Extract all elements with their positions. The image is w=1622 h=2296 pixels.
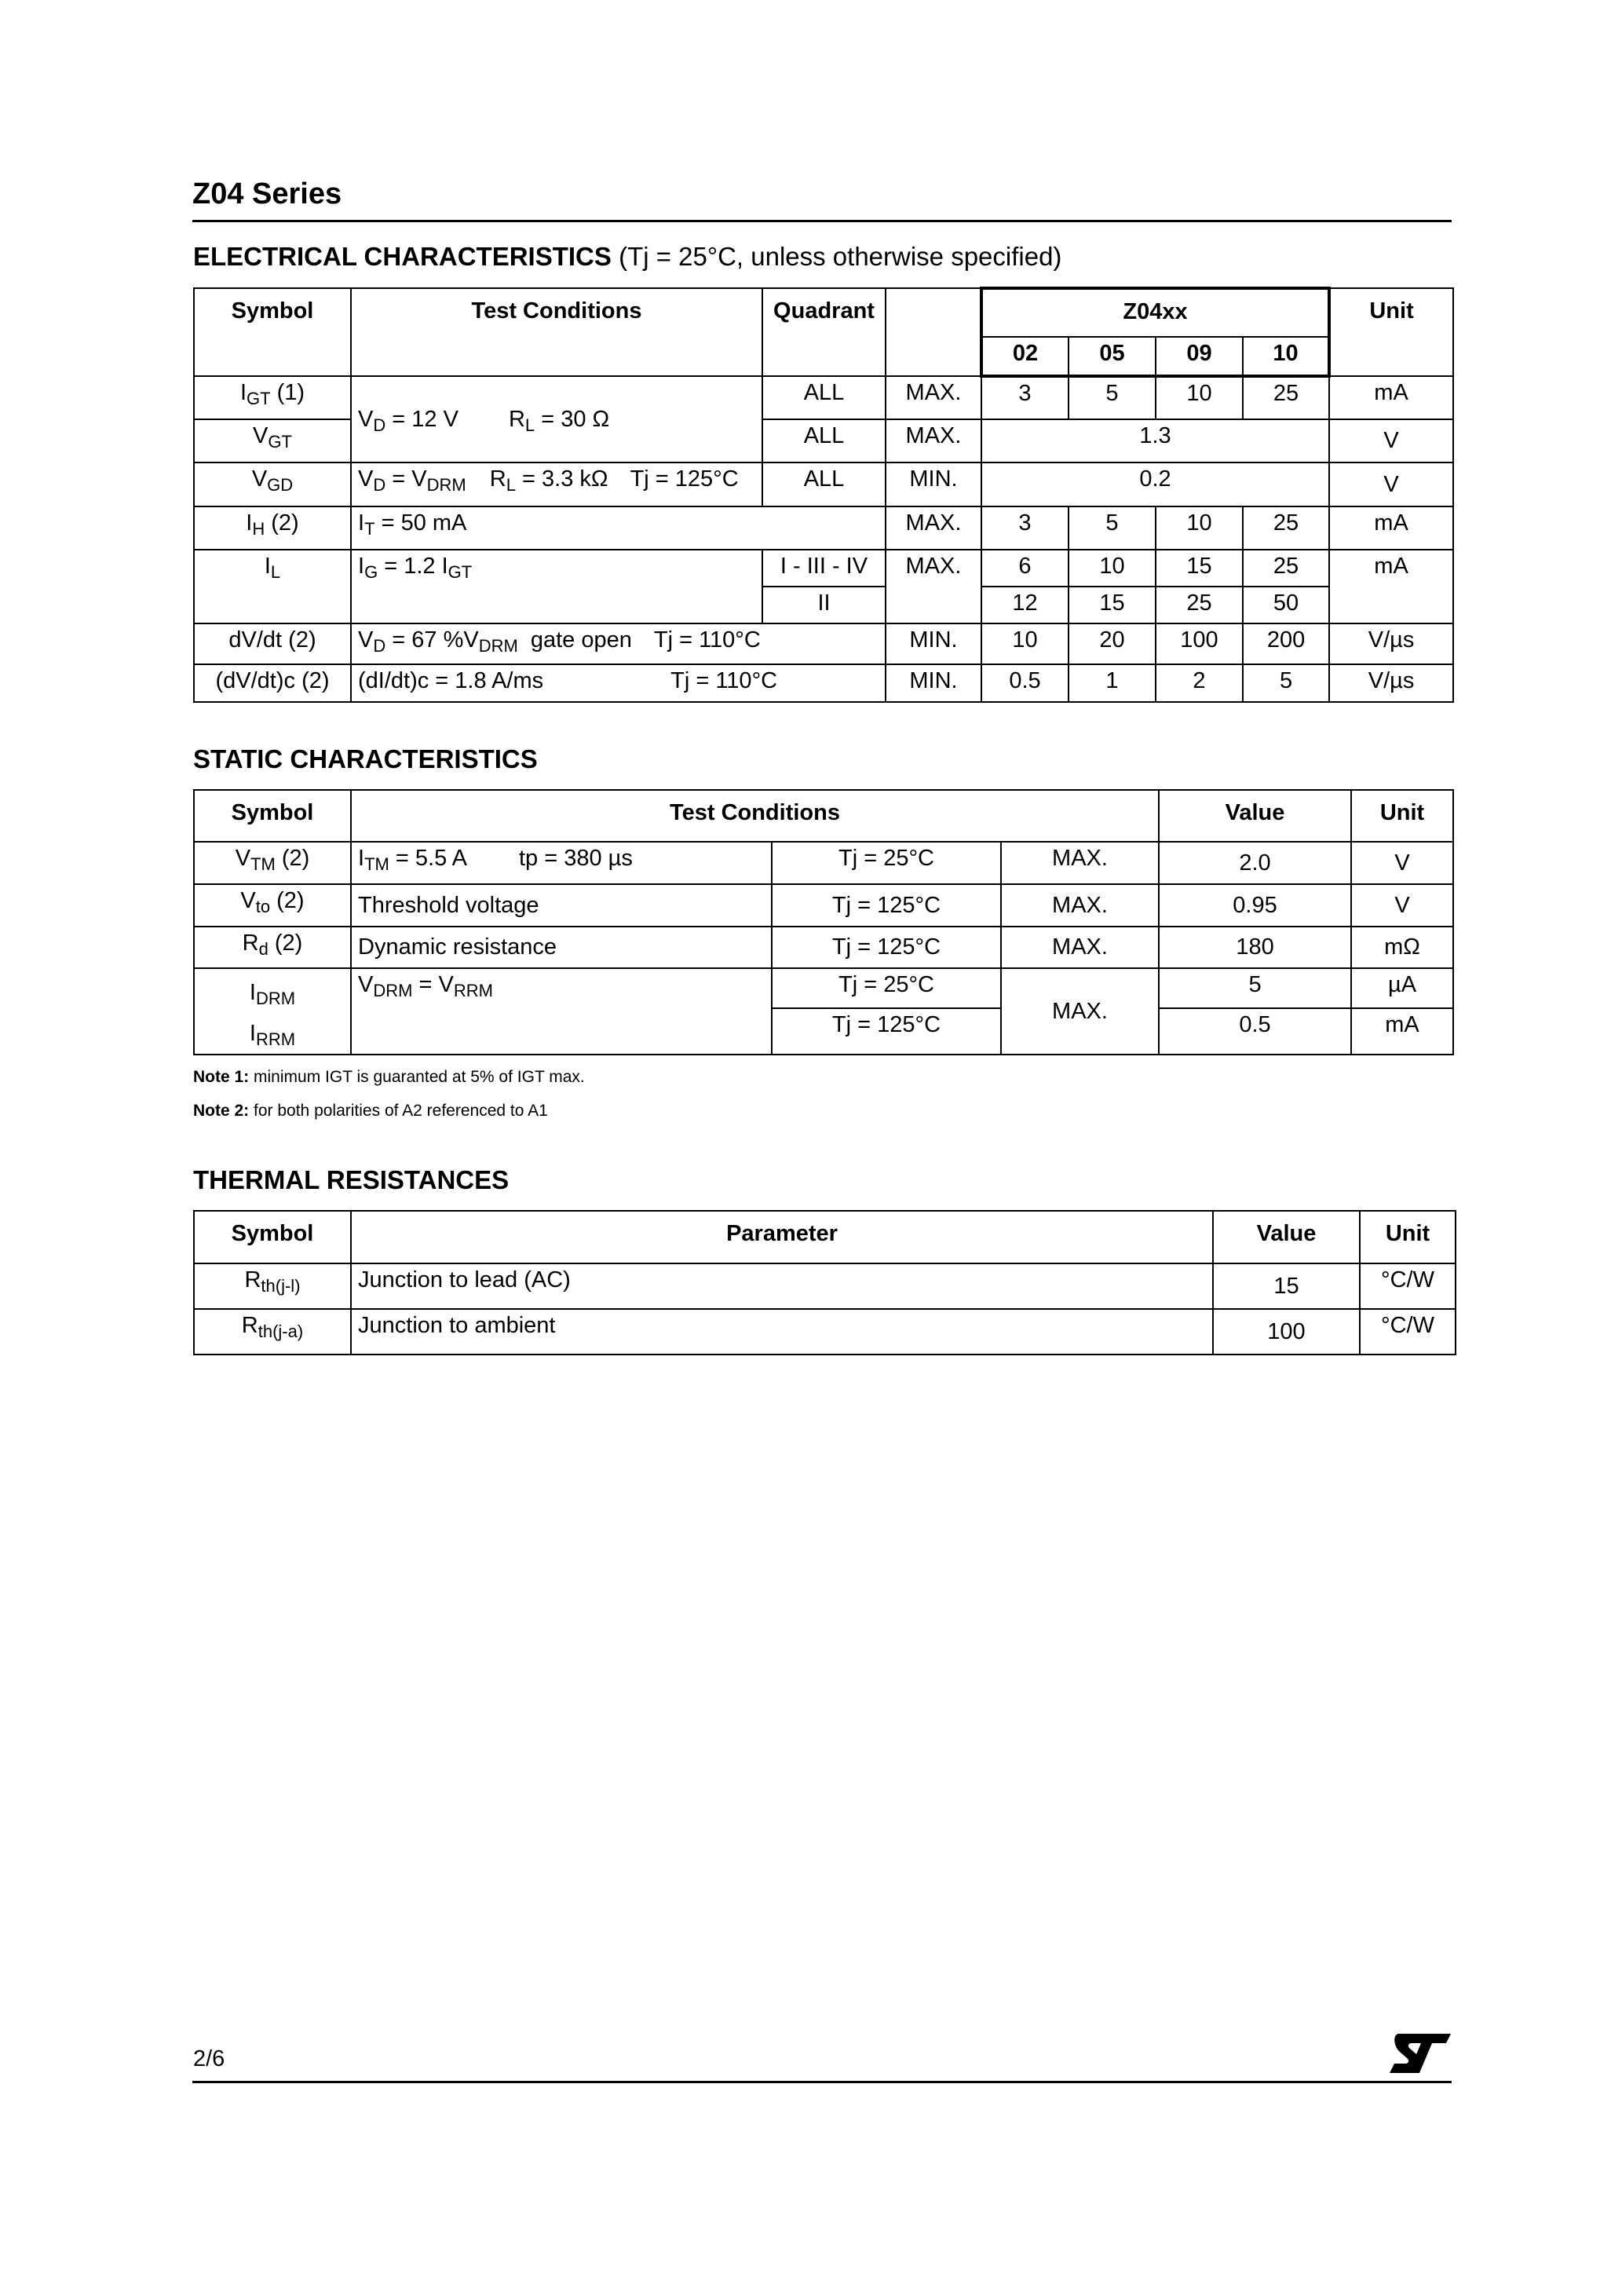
symbol-dvdtc: (dV/dt)c (2)	[194, 664, 351, 702]
il2-09: 25	[1156, 587, 1243, 623]
symbol-il: $I_L$	[194, 550, 351, 623]
il2-02: 12	[981, 587, 1069, 623]
electrical-section-title	[193, 242, 1061, 272]
row-rth-jl	[194, 1263, 1456, 1309]
tj-idrm-1: Tj = 25°C	[772, 968, 1001, 1008]
value-rd: 180	[1159, 927, 1351, 968]
dvdt-09: 100	[1156, 623, 1243, 664]
il1-05: 10	[1069, 550, 1156, 587]
cond-idrm: $V_{DRM} = V_{RRM}$	[351, 968, 772, 1055]
note-1: Note 1: minimum IGT is guaranted at 5% of IGT max.	[193, 1068, 585, 1086]
note-2: Note 2: for both polarities of A2 referenced to A1	[193, 1102, 548, 1120]
row-dvdtc	[194, 664, 1453, 702]
symbol-idrm-irrm: $I_{DRM}$ $I_{RRM}$	[194, 968, 351, 1055]
limit-vto: MAX.	[1001, 884, 1159, 927]
quadrant-il-2: II	[762, 587, 886, 623]
il1-09: 15	[1156, 550, 1243, 587]
dvdt-02: 10	[981, 623, 1069, 664]
thermal-header-row	[194, 1211, 1456, 1263]
tj-rd: Tj = 125°C	[772, 927, 1001, 968]
value-rth-ja: 100	[1213, 1309, 1360, 1355]
thermal-col-parameter: Parameter	[351, 1211, 1213, 1263]
unit-il: mA	[1329, 550, 1453, 623]
row-ih	[194, 506, 1453, 550]
quadrant-il-1: I - III - IV	[762, 550, 886, 587]
row-igt	[194, 376, 1453, 419]
row-rth-ja	[194, 1309, 1456, 1355]
symbol-ih: $I_H$ (2)	[194, 506, 351, 550]
symbol-rth-jl: $R_{th(j-l)}$	[194, 1263, 351, 1309]
thermal-col-unit: Unit	[1360, 1211, 1456, 1263]
variant-09: 09	[1156, 337, 1243, 376]
igt-05: 5	[1069, 376, 1156, 419]
il1-10: 25	[1243, 550, 1329, 587]
col-z04xx: Z04xx	[981, 288, 1329, 337]
variant-10: 10	[1243, 337, 1329, 376]
cond-dvdtc: (dI/dt)c = 1.8 A/ms Tj = 110°C	[351, 664, 886, 702]
dvdtc-05: 1	[1069, 664, 1156, 702]
col-symbol: Symbol	[194, 288, 351, 376]
value-idrm-1: 5	[1159, 968, 1351, 1008]
footer-rule	[192, 2081, 1452, 2083]
symbol-vtm: $V_{TM}$ (2)	[194, 842, 351, 884]
limit-idrm: MAX.	[1001, 968, 1159, 1055]
unit-vgd: V	[1329, 462, 1453, 506]
electrical-subtitle: (Tj = 25°C, unless otherwise specified)	[611, 242, 1062, 271]
symbol-vto: $V_{to}$ (2)	[194, 884, 351, 927]
quadrant-vgd: ALL	[762, 462, 886, 506]
ih-10: 25	[1243, 506, 1329, 550]
unit-idrm-2: mA	[1351, 1008, 1453, 1055]
static-table	[193, 789, 1454, 1055]
static-col-conditions: Test Conditions	[351, 790, 1159, 842]
cond-vtm: $I_{TM} = 5.5$ A tp = 380 µs	[351, 842, 772, 884]
symbol-igt: $I_{GT}$ (1)	[194, 376, 351, 419]
thermal-title: THERMAL RESISTANCES	[193, 1165, 510, 1194]
cond-ih: $I_T = 50$ mA	[351, 506, 886, 550]
thermal-col-value: Value	[1213, 1211, 1360, 1263]
unit-dvdt: V/µs	[1329, 623, 1453, 664]
vgt-value: 1.3	[981, 419, 1329, 462]
limit-il: MAX.	[886, 550, 981, 623]
cond-dvdt: $V_D = 67$ $\%V_{DRM}$ gate open Tj = 110°C	[351, 623, 886, 664]
dvdtc-10: 5	[1243, 664, 1329, 702]
param-rth-ja: Junction to ambient	[351, 1309, 1213, 1355]
row-il-1	[194, 550, 1453, 587]
cond-vto: Threshold voltage	[351, 884, 772, 927]
value-vtm: 2.0	[1159, 842, 1351, 884]
value-idrm-2: 0.5	[1159, 1008, 1351, 1055]
unit-vto: V	[1351, 884, 1453, 927]
value-vto: 0.95	[1159, 884, 1351, 927]
row-vgd	[194, 462, 1453, 506]
unit-rth-ja: °C/W	[1360, 1309, 1456, 1355]
limit-igt: MAX.	[886, 376, 981, 419]
unit-rd: mΩ	[1351, 927, 1453, 968]
symbol-dvdt: dV/dt (2)	[194, 623, 351, 664]
variant-05: 05	[1069, 337, 1156, 376]
row-vto	[194, 884, 1453, 927]
thermal-table	[193, 1210, 1456, 1355]
limit-vgt: MAX.	[886, 419, 981, 462]
tj-vtm: Tj = 25°C	[772, 842, 1001, 884]
limit-vtm: MAX.	[1001, 842, 1159, 884]
dvdt-05: 20	[1069, 623, 1156, 664]
row-dvdt	[194, 623, 1453, 664]
dvdtc-02: 0.5	[981, 664, 1069, 702]
col-unit: Unit	[1329, 288, 1453, 376]
unit-igt: mA	[1329, 376, 1453, 419]
st-logo-svg	[1388, 2032, 1452, 2075]
row-vtm	[194, 842, 1453, 884]
il1-02: 6	[981, 550, 1069, 587]
unit-idrm-1: µA	[1351, 968, 1453, 1008]
limit-ih: MAX.	[886, 506, 981, 550]
cond-rd: Dynamic resistance	[351, 927, 772, 968]
col-test-conditions: Test Conditions	[351, 288, 762, 376]
electrical-header-row	[194, 288, 1453, 337]
igt-02: 3	[981, 376, 1069, 419]
il2-10: 50	[1243, 587, 1329, 623]
param-rth-jl: Junction to lead (AC)	[351, 1263, 1213, 1309]
col-quadrant: Quadrant	[762, 288, 886, 376]
symbol-rd: $R_d$ (2)	[194, 927, 351, 968]
igt-10: 25	[1243, 376, 1329, 419]
electrical-table	[193, 287, 1454, 703]
row-rd	[194, 927, 1453, 968]
tj-idrm-2: Tj = 125°C	[772, 1008, 1001, 1055]
static-col-value: Value	[1159, 790, 1351, 842]
dvdtc-09: 2	[1156, 664, 1243, 702]
cond-vd-rl: $V_D = 12$ V $R_L = 30$ Ω	[351, 376, 762, 462]
unit-vtm: V	[1351, 842, 1453, 884]
electrical-title: ELECTRICAL CHARACTERISTICS	[193, 242, 612, 271]
row-idrm-1	[194, 968, 1453, 1008]
limit-dvdtc: MIN.	[886, 664, 981, 702]
static-header-row	[194, 790, 1453, 842]
st-logo-icon	[1388, 2032, 1452, 2075]
tj-vto: Tj = 125°C	[772, 884, 1001, 927]
col-limit-blank	[886, 288, 981, 376]
vgd-value: 0.2	[981, 462, 1329, 506]
static-col-unit: Unit	[1351, 790, 1453, 842]
limit-dvdt: MIN.	[886, 623, 981, 664]
symbol-vgd: $V_{GD}$	[194, 462, 351, 506]
ih-02: 3	[981, 506, 1069, 550]
cond-il: $I_G = 1.2$ $I_{GT}$	[351, 550, 762, 623]
unit-vgt: V	[1329, 419, 1453, 462]
limit-rd: MAX.	[1001, 927, 1159, 968]
symbol-rth-ja: $R_{th(j-a)}$	[194, 1309, 351, 1355]
header-rule	[192, 220, 1452, 222]
unit-rth-jl: °C/W	[1360, 1263, 1456, 1309]
unit-dvdtc: V/µs	[1329, 664, 1453, 702]
quadrant-igt: ALL	[762, 376, 886, 419]
symbol-vgt: $V_{GT}$	[194, 419, 351, 462]
ih-09: 10	[1156, 506, 1243, 550]
static-title: STATIC CHARACTERISTICS	[193, 744, 538, 773]
variant-02: 02	[981, 337, 1069, 376]
igt-09: 10	[1156, 376, 1243, 419]
ih-05: 5	[1069, 506, 1156, 550]
series-title: Z04 Series	[192, 177, 342, 210]
limit-vgd: MIN.	[886, 462, 981, 506]
value-rth-jl: 15	[1213, 1263, 1360, 1309]
quadrant-vgt: ALL	[762, 419, 886, 462]
dvdt-10: 200	[1243, 623, 1329, 664]
static-col-symbol: Symbol	[194, 790, 351, 842]
thermal-col-symbol: Symbol	[194, 1211, 351, 1263]
il2-05: 15	[1069, 587, 1156, 623]
cond-vgd: $V_D = V_{DRM}$ $R_L = 3.3$ kΩ Tj = 125°C	[351, 462, 762, 506]
unit-ih: mA	[1329, 506, 1453, 550]
page-number: 2/6	[193, 2046, 225, 2071]
